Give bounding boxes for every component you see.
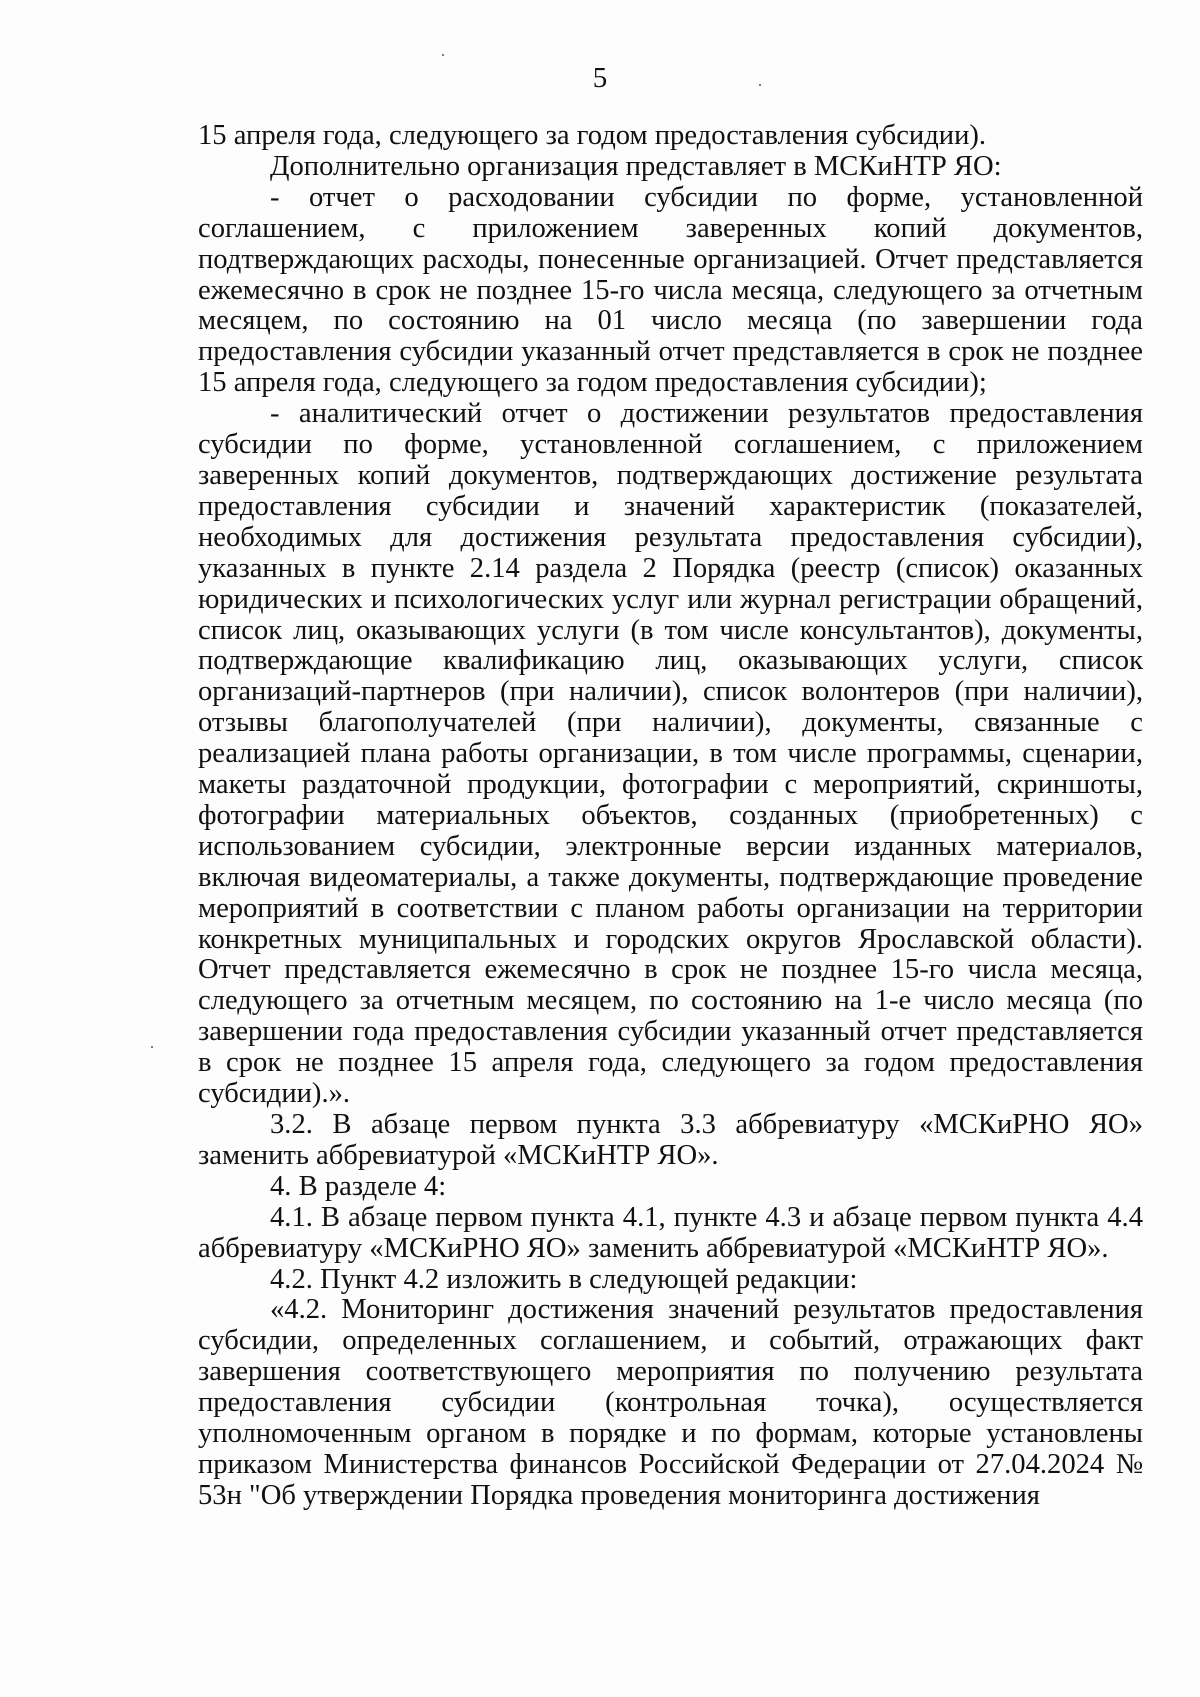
document-body: [198, 121, 1143, 1512]
paragraph-3-2: 3.2. В абзаце первом пункта 3.3 аббревиатуру «МСКиРНО ЯО» заменить аббревиатурой «МСКиНТР ЯО».: [198, 1109, 1143, 1171]
paragraph-additional-reports: Дополнительно организация представляет в МСКиНТР ЯО:: [270, 150, 1002, 182]
page-number: 5: [592, 62, 608, 94]
paragraph-continuation: 15 апреля года, следующего за годом предоставления субсидии).: [198, 120, 987, 151]
paragraph-4-2-new-text: «4.2. Мониторинг достижения значений результатов предоставления субсидии, определенных соглашением, и событий, отражающих факт завершения соответствующего мероприятия по получению результата предоставления субсидии (контрольная точка), осуществляется уполномоченным органом в порядке и по формам, которые установлены приказом Министерства финансов Российской Федерации от 27.04.2024 № 53н "Об утверждении Порядка проведения мониторинга достижения: [198, 1294, 1143, 1511]
paragraph-section-4: 4. В разделе 4:: [270, 1170, 447, 1202]
scan-speck: [442, 54, 444, 56]
scan-speck: [151, 1046, 153, 1048]
paragraph-expense-report: - отчет о расходовании субсидии по форме, установленной соглашением, с приложением заверенных копий документов, подтверждающих расходы, понесенные организацией. Отчет представляется ежемесячно в срок не позднее 15-го числа месяца, следующего за отчетным месяцем, по состоянию на 01 число месяца (по завершении года предоставления субсидии указанный отчет представляется в срок не позднее 15 апреля года, следующего за годом предоставления субсидии);: [198, 181, 1143, 399]
paragraph-4-2: 4.2. Пункт 4.2 изложить в следующей редакции:: [270, 1263, 858, 1295]
paragraph-4-1: 4.1. В абзаце первом пункта 4.1, пункте 4.3 и абзаце первом пункта 4.4 аббревиатуру «МСКиРНО ЯО» заменить аббревиатурой «МСКиНТР ЯО».: [198, 1201, 1143, 1264]
paragraph-analytical-report: - аналитический отчет о достижении результатов предоставления субсидии по форме, установленной соглашением, с приложением заверенных копий документов, подтверждающих достижение результата предоставления субсидии и значений характеристик (показателей, необходимых для достижения результата предоставления субсидии), указанных в пункте 2.14 раздела 2 Порядка (реестр (список) оказанных юридических и психологических услуг или журнал регистрации обращений, список лиц, оказывающих услуги (в том числе консультантов), документы, подтверждающие квалификацию лиц, оказывающих услуги, список организаций-партнеров (при наличии), список волонтеров (при наличии), отзывы благополучателей (при наличии), документы, связанные с реализацией плана работы организации, в том числе программы, сценарии, макеты раздаточной продукции, фотографии с мероприятий, скриншоты, фотографии материальных объектов, созданных (приобретенных) с использованием субсидии, электронные версии изданных материалов, включая видеоматериалы, а также документы, подтверждающие проведение мероприятий в соответствии с планом работы организации на территории конкретных муниципальных и городских округов Ярославской области). Отчет представляется ежемесячно в срок не позднее 15-го числа месяца, следующего за отчетным месяцем, по состоянию на 1-е число месяца (по завершении года предоставления субсидии указанный отчет представляется в срок не позднее 15 апреля года, следующего за годом предоставления субсидии).».: [198, 398, 1143, 1110]
